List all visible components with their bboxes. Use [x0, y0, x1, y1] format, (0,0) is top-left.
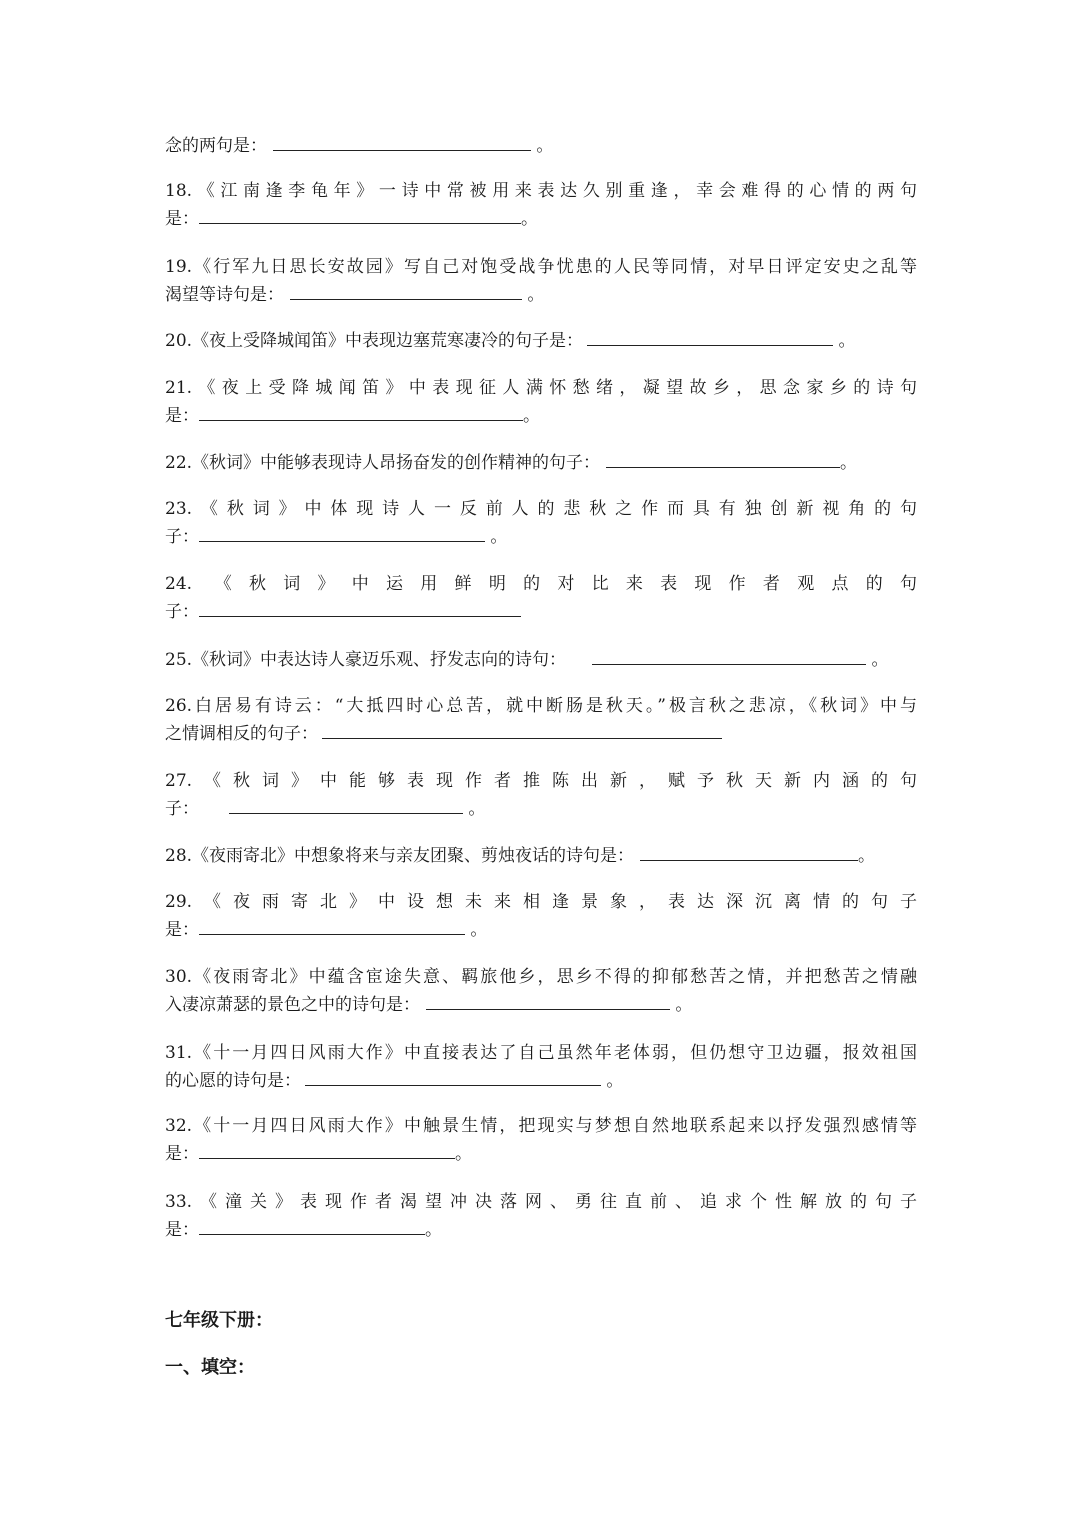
question-end: 。 — [531, 136, 554, 156]
question-22 — [165, 449, 917, 477]
question-text-cont: 入凄凉萧瑟的景色之中的诗句是： — [165, 995, 420, 1015]
question-end: 。 — [485, 527, 508, 547]
question-text-cont: 是： — [165, 1144, 199, 1164]
question-text: 22.《秋词》中能够表现诗人昂扬奋发的创作精神的句子： — [165, 453, 601, 473]
question-text: 26.白居易有诗云：“大抵四时心总苦，就中断肠是秋天。”极言秋之悲凉，《秋词》中与 — [165, 696, 917, 716]
question-end: 。 — [463, 799, 486, 819]
question-end: 。 — [858, 846, 876, 866]
question-end: 。 — [840, 453, 858, 473]
question-19 — [165, 253, 917, 309]
answer-blank[interactable] — [322, 721, 722, 739]
question-text-cont: 是： — [165, 209, 199, 229]
answer-blank[interactable] — [592, 647, 866, 665]
answer-blank[interactable] — [229, 796, 463, 814]
question-text: 21.《夜上受降城闻笛》中表现征人满怀愁绪，凝望故乡，思念家乡的诗句 — [165, 378, 917, 398]
question-end: 。 — [522, 285, 545, 305]
answer-blank[interactable] — [273, 133, 531, 151]
question-text-cont: 是： — [165, 920, 199, 940]
question-end: 。 — [866, 650, 889, 670]
question-text: 30.《夜雨寄北》中蕴含宦途失意、羁旅他乡，思乡不得的抑郁愁苦之情，并把愁苦之情融 — [165, 967, 917, 987]
subsection-title: 一、填空： — [165, 1357, 255, 1378]
question-text: 31.《十一月四日风雨大作》中直接表达了自己虽然年老体弱，但仍想守卫边疆，报效祖国 — [165, 1043, 917, 1063]
answer-blank[interactable] — [290, 282, 522, 300]
answer-blank[interactable] — [199, 206, 521, 224]
question-text: 25.《秋词》中表达诗人豪迈乐观、抒发志向的诗句： — [165, 650, 567, 670]
question-end: 。 — [465, 920, 488, 940]
question-text: 32.《十一月四日风雨大作》中触景生情，把现实与梦想自然地联系起来以抒发强烈感情等 — [165, 1116, 917, 1136]
question-25 — [165, 646, 917, 674]
question-text: 念的两句是： — [165, 136, 267, 156]
answer-blank[interactable] — [587, 328, 833, 346]
question-end: 。 — [833, 331, 856, 351]
question-text: 23.《秋词》中体现诗人一反前人的悲秋之作而具有独创新视角的句 — [165, 499, 917, 519]
answer-blank[interactable] — [426, 992, 670, 1010]
answer-blank[interactable] — [640, 843, 858, 861]
question-text-cont: 子： — [165, 527, 199, 547]
question-end: 。 — [523, 406, 540, 426]
question-26 — [165, 692, 917, 748]
question-17 — [165, 132, 917, 160]
question-end: 。 — [670, 995, 693, 1015]
question-end: 。 — [521, 209, 538, 229]
question-text: 33.《潼关》表现作者渴望冲决落网、勇往直前、追求个性解放的句子 — [165, 1192, 917, 1212]
question-text: 20.《夜上受降城闻笛》中表现边塞荒寒凄冷的句子是： — [165, 331, 584, 351]
answer-blank[interactable] — [199, 403, 523, 421]
question-text-cont: 是： — [165, 406, 199, 426]
question-end: 。 — [425, 1220, 442, 1240]
question-29 — [165, 888, 917, 944]
question-33 — [165, 1188, 917, 1244]
answer-blank[interactable] — [305, 1068, 601, 1086]
question-text: 24. 《秋词》中运用鲜明的对比来表现作者观点的句 — [165, 574, 917, 594]
question-30 — [165, 963, 917, 1019]
answer-blank[interactable] — [606, 450, 840, 468]
question-text-cont: 子： — [165, 602, 199, 622]
question-20 — [165, 327, 917, 355]
answer-blank[interactable] — [199, 917, 465, 935]
answer-blank[interactable] — [199, 599, 521, 617]
question-27 — [165, 767, 917, 823]
question-23 — [165, 495, 917, 551]
question-21 — [165, 374, 917, 430]
question-18 — [165, 177, 917, 233]
answer-blank[interactable] — [199, 1141, 455, 1159]
question-text-cont: 子： — [165, 799, 199, 819]
answer-blank[interactable] — [199, 524, 485, 542]
question-text: 27.《秋词》中能够表现作者推陈出新，赋予秋天新内涵的句 — [165, 771, 917, 791]
question-24 — [165, 570, 917, 626]
answer-blank[interactable] — [199, 1217, 425, 1235]
question-end: 。 — [455, 1144, 472, 1164]
section-title: 七年级下册： — [165, 1310, 273, 1331]
question-text-cont: 的心愿的诗句是： — [165, 1071, 301, 1091]
question-28 — [165, 842, 917, 870]
question-text-cont: 渴望等诗句是： — [165, 285, 284, 305]
question-32 — [165, 1112, 917, 1168]
question-31 — [165, 1039, 917, 1095]
question-text: 29.《夜雨寄北》中设想未来相逢景象，表达深沉离情的句子 — [165, 892, 917, 912]
question-text: 19.《行军九日思长安故园》写自己对饱受战争忧患的人民等同情，对早日评定安史之乱等 — [165, 257, 917, 277]
question-text-cont: 之情调相反的句子： — [165, 724, 318, 744]
question-text: 18.《江南逢李龟年》一诗中常被用来表达久别重逢，幸会难得的心情的两句 — [165, 181, 917, 201]
question-text: 28.《夜雨寄北》中想象将来与亲友团聚、剪烛夜话的诗句是： — [165, 846, 635, 866]
question-end: 。 — [601, 1071, 624, 1091]
question-text-cont: 是： — [165, 1220, 199, 1240]
